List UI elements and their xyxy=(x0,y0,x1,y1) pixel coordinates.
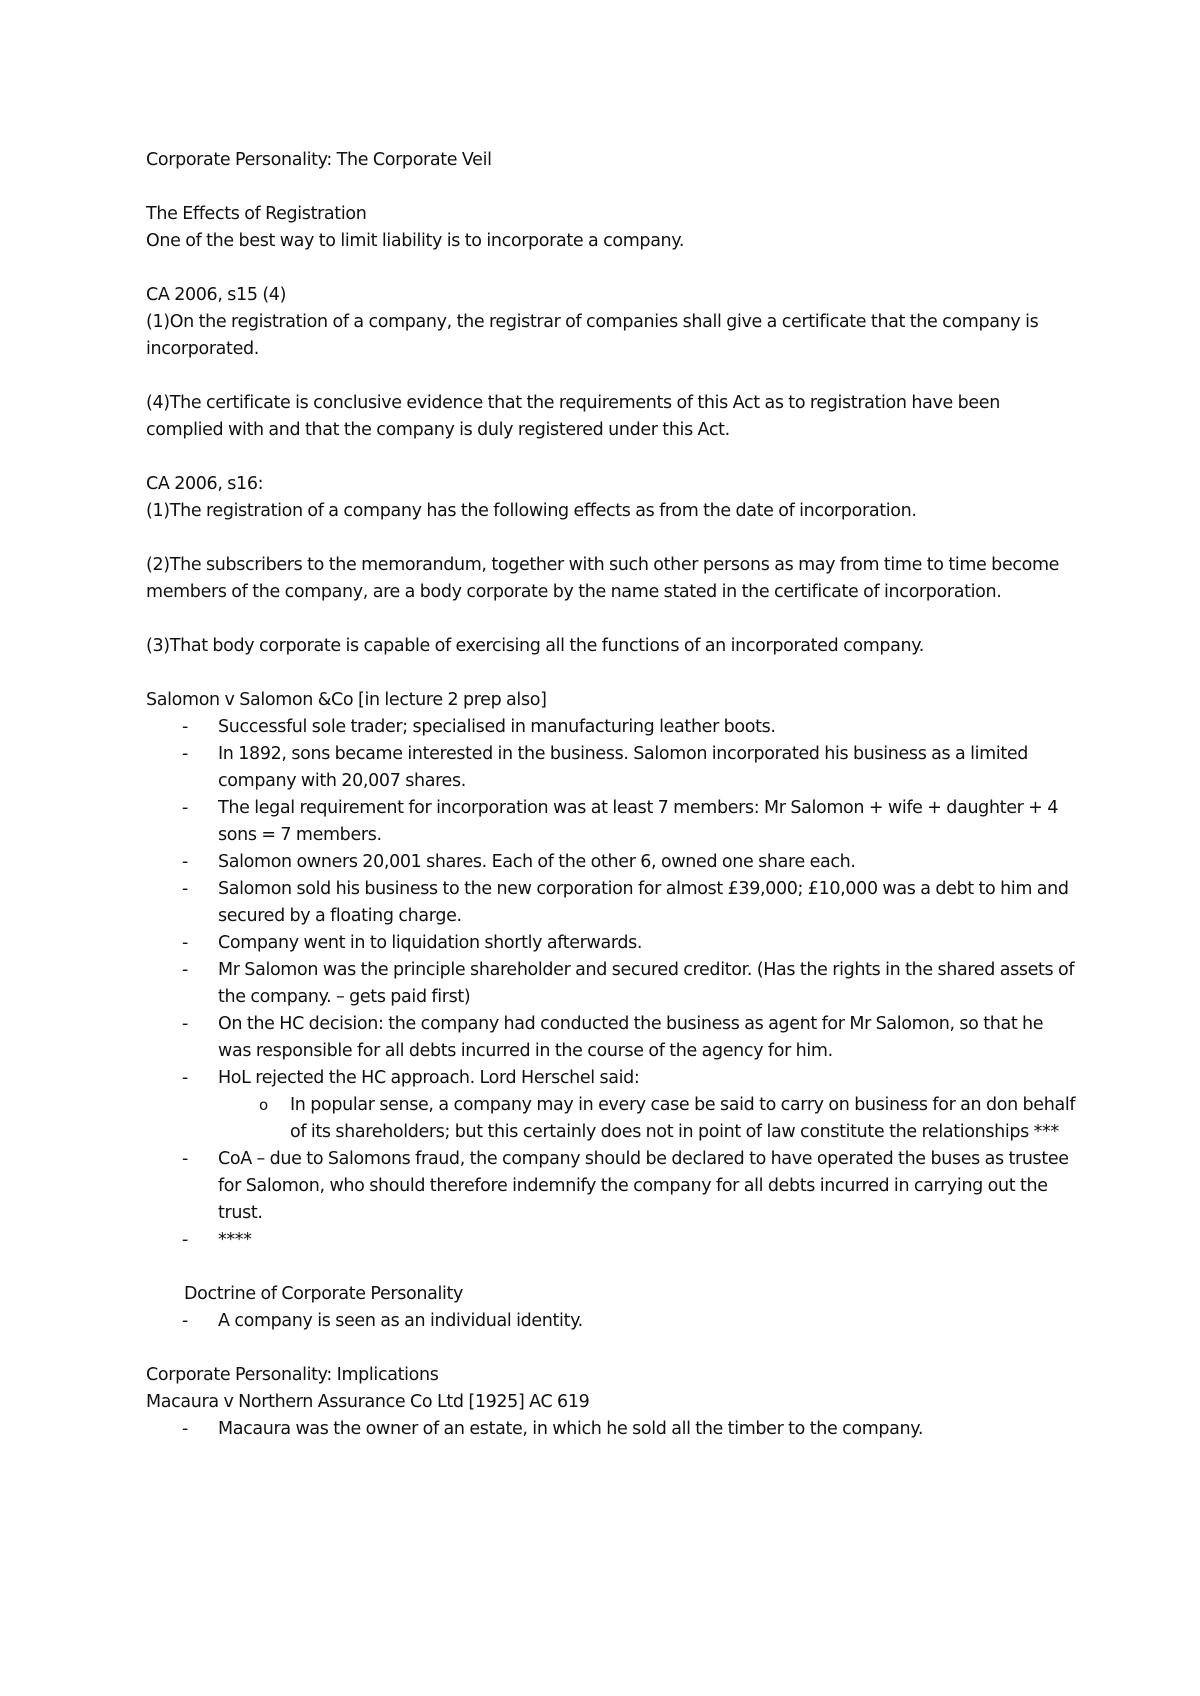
spacer xyxy=(146,606,1076,633)
spacer xyxy=(146,1335,1076,1362)
list-item-herschel xyxy=(218,1065,1076,1146)
s16-paragraph-2: (2)The subscribers to the memorandum, together with such other persons as may from time to time become members of the company, are a body corporate by the name stated in the certificate of incorporation. xyxy=(146,555,1060,602)
s15-heading: CA 2006, s15 (4) xyxy=(146,285,287,305)
herschel-quote: o In popular sense, a company may in every case be said to carry on business for an don behalf of its shareholders; but this certainly does not in point of law constitute the relationships *** xyxy=(290,1092,1076,1146)
spacer xyxy=(146,174,1076,201)
spacer xyxy=(146,444,1076,471)
list-item: - In 1892, sons became interested in the business. Salomon incorporated his business as a limited company with 20,007 shares. xyxy=(218,741,1076,795)
list-item: - The legal requirement for incorporation was at least 7 members: Mr Salomon + wife + daughter + 4 sons = 7 members. xyxy=(218,795,1076,849)
spacer xyxy=(146,525,1076,552)
spacer xyxy=(146,660,1076,687)
salomon-list xyxy=(146,714,1076,1254)
document-body xyxy=(146,147,1076,1443)
herschel-sublist xyxy=(218,1092,1076,1146)
list-item: - Company went in to liquidation shortly afterwards. xyxy=(218,930,1076,957)
macaura-list xyxy=(146,1416,1076,1443)
list-item: - CoA – due to Salomons fraud, the company should be declared to have operated the buses as trustee for Salomon, who should therefore indemnify the company for all debts incurred in carrying out the trust. xyxy=(218,1146,1076,1227)
salomon-heading: Salomon v Salomon &Co [in lecture 2 prep also] xyxy=(146,690,547,710)
list-item: - A company is seen as an individual identity. xyxy=(218,1308,1076,1335)
s15-paragraph-1: (1)On the registration of a company, the registrar of companies shall give a certificate that the company is incorporated. xyxy=(146,312,1039,359)
effects-heading: The Effects of Registration xyxy=(146,204,367,224)
list-item: - Successful sole trader; specialised in manufacturing leather boots. xyxy=(218,714,1076,741)
s15-paragraph-4: (4)The certificate is conclusive evidence that the requirements of this Act as to registration have been complied with and that the company is duly registered under this Act. xyxy=(146,393,1000,440)
list-item: - Salomon owners 20,001 shares. Each of the other 6, owned one share each. xyxy=(218,849,1076,876)
effects-intro: One of the best way to limit liability is to incorporate a company. xyxy=(146,231,685,251)
list-item-text: HoL rejected the HC approach. Lord Herschel said: xyxy=(218,1068,640,1088)
list-item: - **** xyxy=(218,1227,1076,1254)
list-item: - Salomon sold his business to the new corporation for almost £39,000; £10,000 was a debt to him and secured by a floating charge. xyxy=(218,876,1076,930)
doctrine-list xyxy=(146,1308,1076,1335)
s16-heading: CA 2006, s16: xyxy=(146,474,264,494)
spacer xyxy=(146,255,1076,282)
macaura-heading: Macaura v Northern Assurance Co Ltd [1925] AC 619 xyxy=(146,1392,590,1412)
s16-paragraph-1: (1)The registration of a company has the following effects as from the date of incorporation. xyxy=(146,501,917,521)
spacer xyxy=(146,1254,1076,1281)
list-item: - Mr Salomon was the principle shareholder and secured creditor. (Has the rights in the shared assets of the company. – gets paid first) xyxy=(218,957,1076,1011)
spacer xyxy=(146,363,1076,390)
document-title: Corporate Personality: The Corporate Veil xyxy=(146,150,492,170)
doctrine-heading: Doctrine of Corporate Personality xyxy=(184,1284,464,1304)
implications-heading: Corporate Personality: Implications xyxy=(146,1365,439,1385)
list-item: - On the HC decision: the company had conducted the business as agent for Mr Salomon, so that he was responsible for all debts incurred in the course of the agency for him. xyxy=(218,1011,1076,1065)
list-item: - Macaura was the owner of an estate, in which he sold all the timber to the company. xyxy=(218,1416,1076,1443)
s16-paragraph-3: (3)That body corporate is capable of exercising all the functions of an incorporated company. xyxy=(146,636,924,656)
